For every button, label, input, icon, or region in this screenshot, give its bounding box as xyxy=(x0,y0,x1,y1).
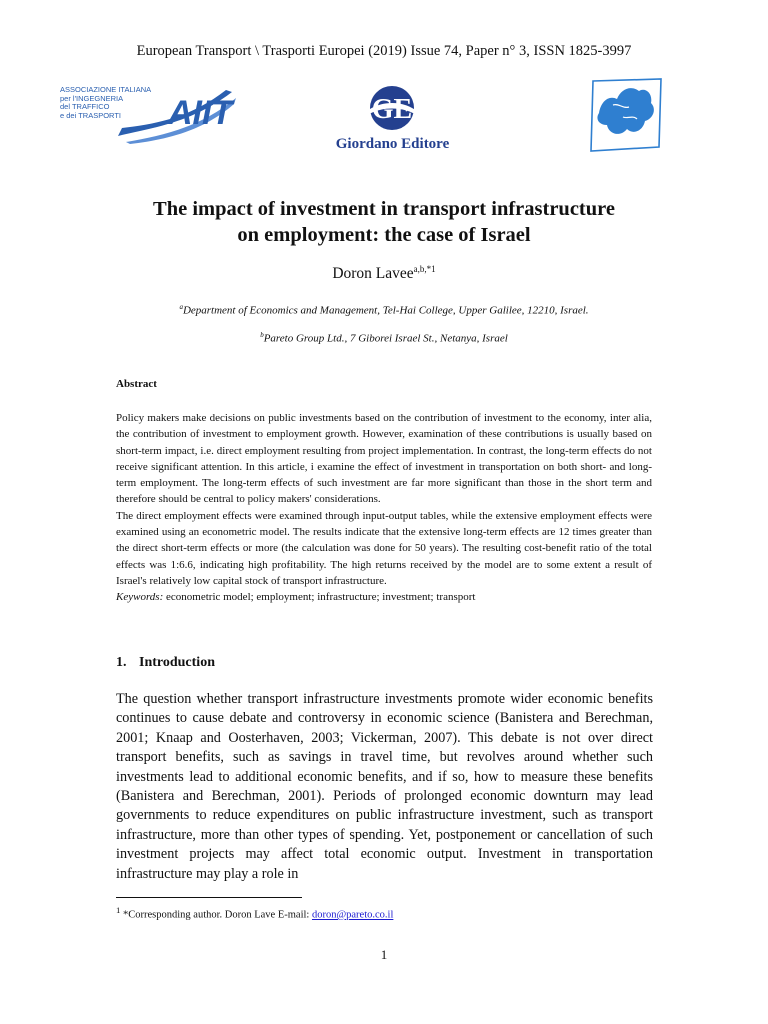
ge-emblem-icon xyxy=(320,82,465,138)
footnote-divider xyxy=(116,897,302,898)
ge-mark: GE xyxy=(371,94,413,125)
ge-name: Giordano Editore xyxy=(335,136,450,152)
page-number: 1 xyxy=(380,947,388,962)
introduction-body xyxy=(116,690,653,884)
aiit-line: ASSOCIAZIONE ITALIANA xyxy=(60,85,152,94)
title-line: The impact of investment in transport infrastructure xyxy=(153,198,615,220)
author-line xyxy=(0,264,768,283)
journal-header: European Transport \ Trasporti Europei (2019) Issue 74, Paper n° 3, ISSN 1825-3997 xyxy=(136,43,632,59)
section-title: Introduction xyxy=(139,655,215,670)
europe-map-logo xyxy=(583,75,665,155)
email-link[interactable]: doron@pareto.co.il xyxy=(311,909,394,921)
abstract-paragraph: The direct employment effects were examined through input-output tables, while the extensive employment effects were examined using an econometric model. The results indicate that the extensive long-term effects are 12 times greater than the direct short-term effects or more (the calculation was done for 50 years). The resulting cost-benefit ratio of the total effects was 1:6.6, indicating high profitability. The high returns received by the model are to some extent a result of Israel's relatively low capital stock of transport infrastructure. xyxy=(116,509,652,587)
europe-map-icon xyxy=(583,75,665,155)
affiliation-a-text: Department of Economics and Management, Tel-Hai College, Upper Galilee, 12210, Israel. xyxy=(182,304,589,317)
footnote xyxy=(116,905,393,921)
giordano-editore-logo xyxy=(320,82,465,156)
abstract-heading: Abstract xyxy=(116,378,157,390)
affiliation-b xyxy=(0,331,768,345)
keywords-line xyxy=(116,589,652,605)
section-number: 1. xyxy=(116,655,127,670)
keywords-text: econometric model; employment; infrastructure; investment; transport xyxy=(163,591,476,604)
abstract-paragraph: Policy makers make decisions on public investments based on the contribution of investment to the economy, inter alia, the contribution of investment to employment growth. However, examination of these contributions is usually based on short-term impact, i.e. direct employment resulting from project implementation. In contrast, the long-term effects do not receive significant attention. In this article, i examine the effect of investment in transportation on both short- and long-term employment. The long-term effects of such investment are far more significant than those in the short term and therefore should be central to policy makers' considerations. xyxy=(116,412,652,506)
title-line: on employment: the case of Israel xyxy=(237,224,531,246)
keywords-label: Keywords: xyxy=(116,591,164,604)
aiit-mark: AIIT xyxy=(168,94,233,132)
section-heading xyxy=(116,655,215,671)
introduction-paragraph: The question whether transport infrastructure investments promote wider economic benefits continues to cause debate and controversy in economic science (Banistera and Berechman, 2001; Knaap and Oosterhaven, 2003; Vickerman, 2007). This debate is not over direct transport benefits, such as savings in travel time, but revolves around whether such investments lead to additional economic benefits, and if so, how to measure these benefits (Banistera and Berechman, 2001). Periods of prolonged economic downturn may lead governments to reduce expenditures on public infrastructure investment, such as transport infrastructure, more than other types of spending. Yet, postponement or cancellation of such investment projects may affect total economic output. Investment in transportation infrastructure may play a role in xyxy=(116,691,653,882)
aiit-line: e dei TRASPORTI xyxy=(60,110,121,120)
paper-title xyxy=(60,196,708,248)
affiliation-a-marker: a xyxy=(179,303,183,311)
aiit-road-icon xyxy=(60,84,240,144)
affiliation-b-marker: b xyxy=(260,331,264,339)
aiit-line: del TRAFFICO xyxy=(60,102,110,112)
affiliation-b-text: Pareto Group Ltd., 7 Giborei Israel St., Netanya, Israel xyxy=(263,332,508,345)
footnote-text: *Corresponding author. Doron Lave E-mail: xyxy=(120,909,312,921)
aiit-line: per l'INGEGNERIA xyxy=(60,93,124,103)
author-name: Doron Lavee xyxy=(332,265,414,283)
abstract-body xyxy=(116,410,652,606)
footnote-marker: 1 xyxy=(116,905,121,915)
affiliation-a xyxy=(0,303,768,317)
aiit-logo xyxy=(60,84,240,144)
author-superscript: a,b,*1 xyxy=(413,264,436,274)
